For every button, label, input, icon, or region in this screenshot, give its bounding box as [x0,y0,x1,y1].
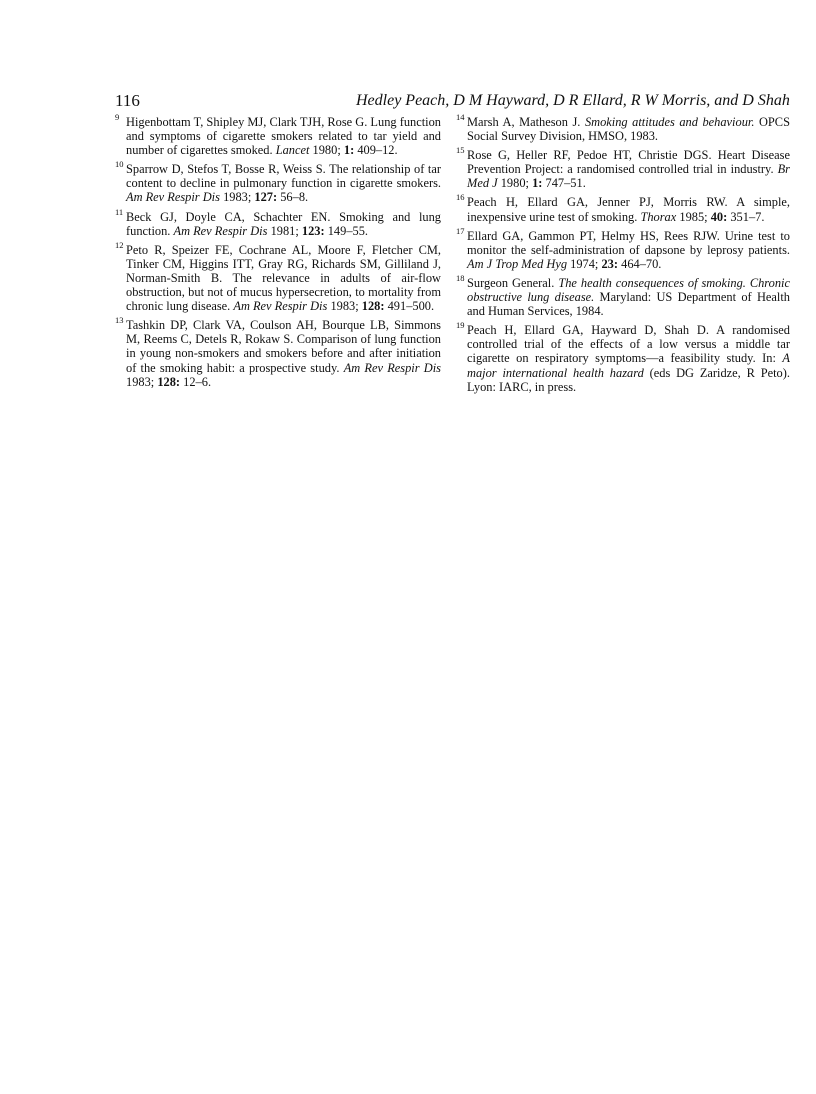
reference-number: 17 [456,225,465,236]
reference-text: Tashkin DP, Clark VA, Coulson AH, Bourque LB, Simmons M, Reems C, Detels R, Rokaw S. Comparison of lung function in young non-smokers and smokers before and after initiation of the smoking habit: a prospective study. Am Rev Respir Dis 1983; 128: 12–6. [126,318,441,389]
reference-16 [456,192,790,224]
reference-text: Surgeon General. The health consequences of smoking. Chronic obstructive lung disease. Maryland: US Department of Health and Human Services, 1984. [467,275,790,319]
reference-text: Ellard GA, Gammon PT, Helmy HS, Rees RJW. Urine test to monitor the self-administration of dapsone by leprosy patients. Am J Trop Med Hyg 1974; 23: 464–70. [467,228,790,271]
reference-12 [115,239,441,314]
reference-number: 12 [115,239,124,250]
reference-number: 10 [115,159,124,170]
reference-number: 9 [115,112,120,122]
reference-text: Rose G, Heller RF, Pedoe HT, Christie DGS. Heart Disease Prevention Project: a randomised controlled trial in industry. Br Med J 1980; 1: 747–51. [467,148,790,191]
reference-17 [456,225,790,271]
reference-text: Sparrow D, Stefos T, Bosse R, Weiss S. The relationship of tar content to decline in pulmonary function in cigarette smokers. Am Rev Respir Dis 1983; 127: 56–8. [126,162,441,205]
page-number: 116 [115,91,140,110]
reference-number: 16 [456,192,465,203]
reference-number: 18 [456,272,465,283]
reference-text: Beck GJ, Doyle CA, Schachter EN. Smoking and lung function. Am Rev Respir Dis 1981; 123: 149–55. [126,209,441,238]
references-left-column [115,112,441,394]
reference-18 [456,272,790,319]
reference-text: Marsh A, Matheson J. Smoking attitudes and behaviour. OPCS Social Survey Division, HMSO, 1983. [467,115,790,144]
reference-number: 13 [115,315,124,326]
reference-number: 14 [456,112,465,122]
reference-text: Peto R, Speizer FE, Cochrane AL, Moore F, Fletcher CM, Tinker CM, Higgins ITT, Gray RG, Richards SM, Gilliland J, Norman-Smith B. The relevance in adults of air-flow obstruction, but not of mucus hypersecretion, to mortality from chronic lung disease. Am Rev Respir Dis 1983; 128: 491–500. [126,242,441,314]
reference-text: Peach H, Ellard GA, Hayward D, Shah D. A randomised controlled trial of the effects of a low versus a middle tar cigarette on respiratory symptoms—a feasibility study. In: A major international health hazard (eds DG Zaridze, R Peto). Lyon: IARC, in press. [467,323,790,394]
reference-15 [456,145,790,191]
reference-10 [115,159,441,205]
reference-11 [115,206,441,238]
reference-9 [115,112,441,158]
references-right-column [456,112,790,399]
reference-text: Higenbottam T, Shipley MJ, Clark TJH, Rose G. Lung function and symptoms of cigarette smokers related to tar yield and number of cigarettes smoked. Lancet 1980; 1: 409–12. [126,115,441,158]
reference-text: Peach H, Ellard GA, Jenner PJ, Morris RW. A simple, inexpensive urine test of smoking. Thorax 1985; 40: 351–7. [467,195,790,224]
reference-14 [456,112,790,144]
reference-19 [456,320,790,394]
reference-13 [115,315,441,389]
reference-number: 11 [115,206,124,217]
running-head: Hedley Peach, D M Hayward, D R Ellard, R W Morris, and D Shah [356,92,790,109]
reference-number: 15 [456,145,465,156]
reference-number: 19 [456,320,465,331]
